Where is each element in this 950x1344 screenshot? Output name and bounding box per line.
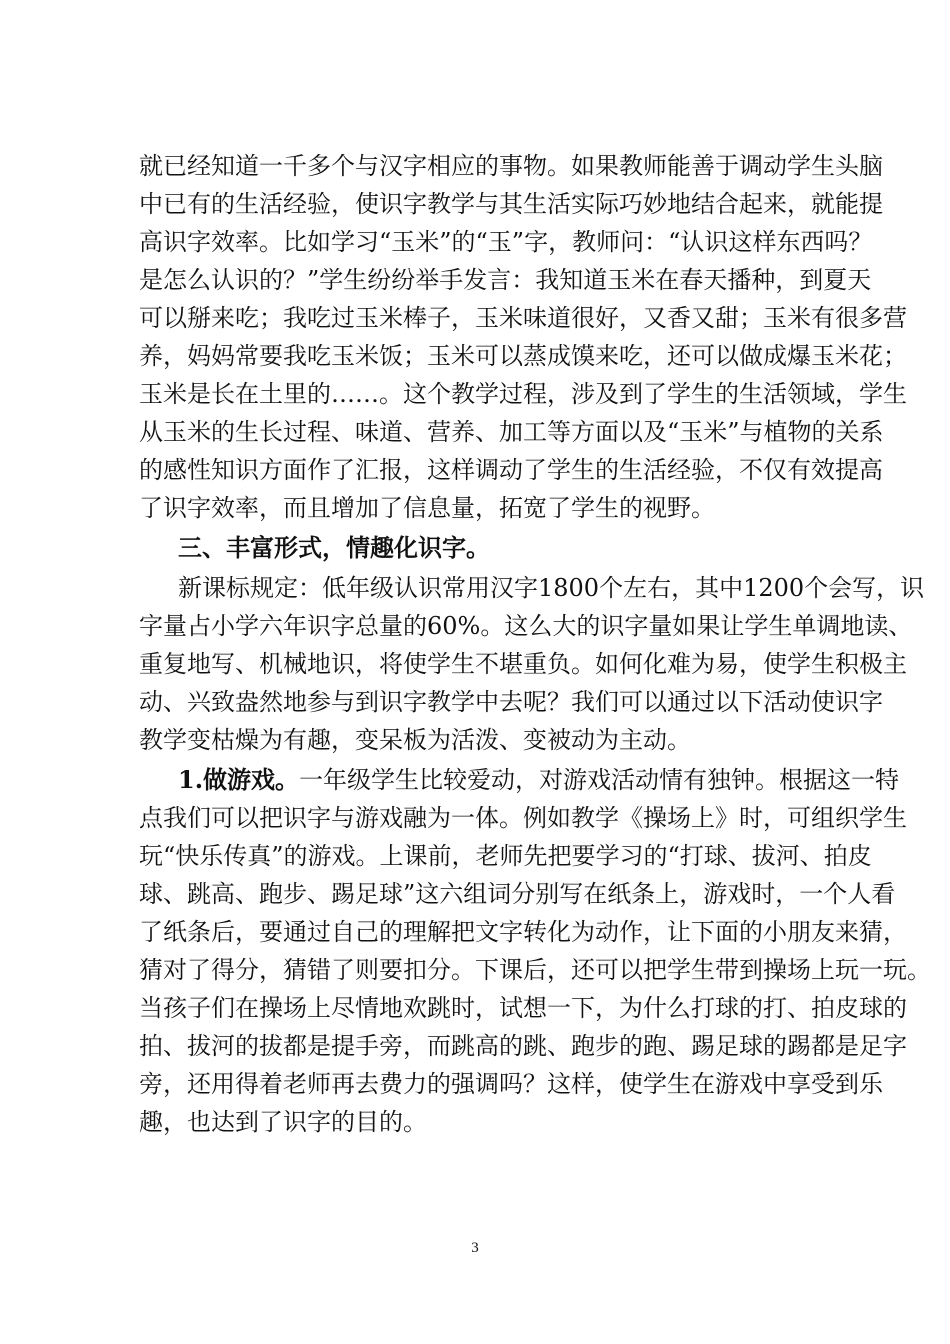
paragraph-1-line: 的感性知识方面作了汇报，这样调动了学生的生活经验，不仅有效提高: [139, 456, 883, 484]
paragraph-1-line: 了识字效率，而且增加了信息量，拓宽了学生的视野。: [139, 494, 715, 522]
paragraph-1-line: 中已有的生活经验，使识字教学与其生活实际巧妙地结合起来，就能提: [139, 190, 883, 218]
page-number: 3: [471, 1240, 479, 1256]
paragraph-1-line: 是怎么认识的？”学生纷纷举手发言：我知道玉米在春天播种，到夏天: [139, 266, 872, 294]
paragraph-3-first-line-text: 一年级学生比较爱动，对游戏活动情有独钟。根据这一特: [299, 766, 900, 794]
paragraph-1-line: 可以掰来吃；我吃过玉米棒子，玉米味道很好，又香又甜；玉米有很多营: [139, 304, 907, 332]
paragraph-3-line: 玩“快乐传真”的游戏。上课前，老师先把要学习的“打球、拔河、拍皮: [139, 842, 872, 870]
paragraph-3-line: 点我们可以把识字与游戏融为一体。例如教学《操场上》时，可组织学生: [139, 804, 907, 832]
paragraph-3-line: 趣，也达到了识字的目的。: [139, 1108, 427, 1136]
paragraph-2-line: 教学变枯燥为有趣，变呆板为活泼、变被动为主动。: [139, 726, 691, 754]
paragraph-3-line: 当孩子们在操场上尽情地欢跳时，试想一下，为什么打球的打、拍皮球的: [139, 994, 907, 1022]
paragraph-2-line: 新课标规定：低年级认识常用汉字1800个左右，其中1200个会写，识: [178, 574, 925, 602]
paragraph-3-line: 球、跳高、跑步、踢足球”这六组词分别写在纸条上，游戏时，一个人看: [139, 880, 896, 908]
paragraph-3-line: 拍、拔河的拔都是提手旁，而跳高的跳、跑步的跑、踢足球的踢都是足字: [139, 1032, 907, 1060]
paragraph-3-first-line: [178, 761, 900, 799]
paragraph-2-line: 字量占小学六年识字总量的60%。这么大的识字量如果让学生单调地读、: [139, 612, 913, 640]
paragraph-1-line: 养，妈妈常要我吃玉米饭；玉米可以蒸成馍来吃，还可以做成爆玉米花；: [139, 342, 907, 370]
paragraph-1-line: 从玉米的生长过程、味道、营养、加工等方面以及“玉米”与植物的关系: [139, 418, 884, 446]
paragraph-2-line: 动、兴致盎然地参与到识字教学中去呢？我们可以通过以下活动使识字: [139, 688, 883, 716]
paragraph-3-line: 旁，还用得着老师再去费力的强调吗？这样，使学生在游戏中享受到乐: [139, 1070, 883, 1098]
paragraph-1-line: 就已经知道一千多个与汉字相应的事物。如果教师能善于调动学生头脑: [139, 152, 883, 180]
paragraph-2-line: 重复地写、机械地识，将使学生不堪重负。如何化难为易，使学生积极主: [139, 650, 907, 678]
section-heading: 三、丰富形式，情趣化识字。: [178, 533, 490, 562]
subsection-lead: 1.做游戏。: [178, 765, 300, 794]
paragraph-3-line: 猜对了得分，猜错了则要扣分。下课后，还可以把学生带到操场上玩一玩。: [139, 956, 931, 984]
paragraph-1-line: 玉米是长在土里的……。这个教学过程，涉及到了学生的生活领域，学生: [139, 380, 907, 408]
paragraph-3-line: 了纸条后，要通过自己的理解把文字转化为动作，让下面的小朋友来猜，: [139, 918, 907, 946]
paragraph-1-line: 高识字效率。比如学习“玉米”的“玉”字，教师问：“认识这样东西吗？: [139, 228, 873, 256]
